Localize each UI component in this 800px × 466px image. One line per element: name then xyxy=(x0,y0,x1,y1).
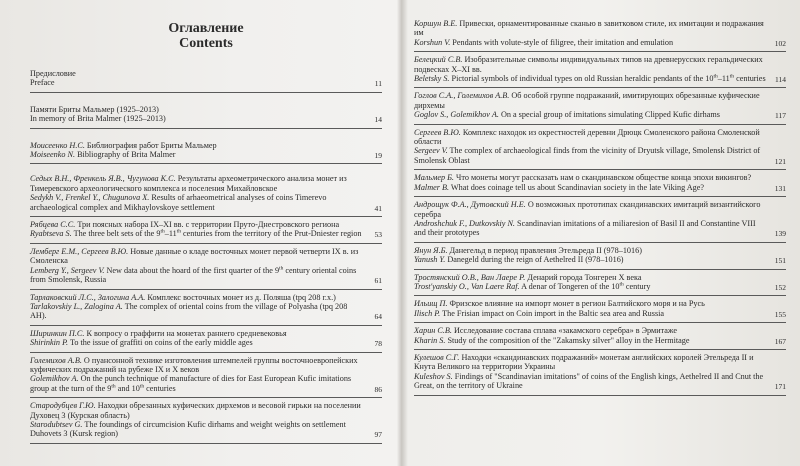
entry-text-ru: Исследование состава сплава «закамского серебра» в Эрмитаже xyxy=(451,326,678,336)
entry-text-ru: Данегельд в период правления Этельреда II (978–1016) xyxy=(447,245,642,255)
entry-author-ru: Рябцева С.С. xyxy=(30,220,76,230)
entry-text-en: New data about the hoard of the first quarter of the 9th century oriental coins from Smolensk, Russia xyxy=(30,264,357,285)
entry-title-en xyxy=(414,110,768,119)
entry-text-en: Pictorial symbols of individual types on old Russian heraldic pendants of the 10th–11th centuries xyxy=(449,73,766,84)
entry-page-number: 151 xyxy=(774,256,786,266)
toc-entry[interactable] xyxy=(30,247,382,290)
entry-text-ru: Находки обрезанных куфических дирхемов и весовой гирьки на поселении Духовец 3 (Курская область) xyxy=(30,401,361,420)
toc-entry[interactable] xyxy=(414,173,786,197)
entry-author-en: Ryabtseva S. xyxy=(30,229,72,239)
entry-text-en: Findings of "Scandinavian imitations" of coins of the English kings, Aethelred II and Cnut the Great, on the territory of Ukraine xyxy=(414,371,764,391)
right-entries xyxy=(414,19,786,396)
toc-entry[interactable] xyxy=(30,401,382,444)
entry-author-en: Goglov S., Golemikhov A. xyxy=(414,110,499,120)
entry-page-number: 53 xyxy=(374,230,382,240)
entry-page-number: 117 xyxy=(775,111,786,121)
toc-entry[interactable] xyxy=(414,200,786,243)
entry-author-ru: Ширинкин П.С. xyxy=(30,328,85,338)
entry-text-en: Scandinavian imitations of a miliaresion of Basil II and Constantine VIII and their prototypes xyxy=(414,218,756,238)
entry-author-en: Trost'yanskiy O., Van Laere Raf. xyxy=(414,281,520,291)
entry-title-en xyxy=(30,374,364,393)
entry-author-ru: Лемберг Е.М., Сергеев В.Ю. xyxy=(30,246,129,256)
entry-title-en xyxy=(30,229,364,238)
entry-page-number: 167 xyxy=(774,336,786,346)
entry-text-ru: Привески, орнаментированные сканью в завитковом стиле, их имитации и подражания им xyxy=(414,19,764,38)
entry-author-en: Beletsky S. xyxy=(414,74,450,84)
toc-entry[interactable] xyxy=(30,105,382,129)
title-en: Contents xyxy=(179,36,233,51)
entry-text-en: A denar of Tongeren of the 10th century xyxy=(519,281,651,291)
toc-entry[interactable] xyxy=(30,141,382,165)
entry-title-ru xyxy=(30,247,364,266)
toc-entry[interactable] xyxy=(414,299,786,323)
entry-text-en: Results of arhaeometrical analyses of coins Timerevo archaeological complex and Mikhaylovskoye settlement xyxy=(30,193,327,212)
toc-entry[interactable] xyxy=(414,273,786,297)
entry-author-en: Starodubtsev G. xyxy=(30,419,83,429)
entry-title-en xyxy=(30,150,364,159)
entry-author-ru: Янун Я.Б. xyxy=(414,245,448,255)
entry-author-ru: Тростянский О.В., Ван Лаере Р. xyxy=(414,272,526,282)
entry-title-en xyxy=(30,266,364,285)
entry-author-en: Lemberg Y., Sergeev V. xyxy=(30,265,105,275)
entry-text-en: The Frisian impact on Coin import in the Baltic sea area and Russia xyxy=(440,308,665,318)
entry-text-en: The foundings of circumcision Kufic dirhams and weight weights on settlement Duhovets 3 (Kursk region) xyxy=(30,419,346,439)
title-ru: Оглавление xyxy=(168,21,244,36)
entry-title-en xyxy=(414,255,768,264)
entry-title-ru xyxy=(30,69,364,78)
entry-author-ru: Мальмер Б. xyxy=(414,173,454,183)
entry-title-ru xyxy=(414,19,768,38)
entry-title-en xyxy=(414,38,768,47)
entry-text-ru: Комплекс восточных монет из д. Поляша (tpq 208 г.х.) xyxy=(145,292,336,302)
entry-text-ru: Фризское влияние на импорт монет в регион Балтийского моря и на Русь xyxy=(447,299,705,309)
entry-title-ru xyxy=(30,401,364,420)
entry-page-number: 11 xyxy=(374,79,382,89)
entry-author-ru: Големихов А.В. xyxy=(30,355,82,365)
entry-page-number: 41 xyxy=(374,203,382,213)
entry-author-ru: Моисеенко Н.С. xyxy=(30,140,85,150)
toc-entry[interactable] xyxy=(414,19,786,52)
entry-title-ru xyxy=(414,200,768,219)
toc-title xyxy=(30,21,382,51)
entry-author-ru: Тарлаковский Л.С., Залогина А.А. xyxy=(30,292,146,302)
entry-text-ru: Памяти Бриты Мальмер (1925–2013) xyxy=(30,104,159,114)
entry-page-number: 19 xyxy=(374,151,382,161)
entry-title-ru xyxy=(414,326,768,335)
toc-entry[interactable] xyxy=(30,220,382,244)
right-page xyxy=(414,0,786,466)
entry-author-en: Androshchuk F., Dutkovskiy N. xyxy=(414,218,515,228)
entry-author-ru: Гоглов С.А., Големихов А.В. xyxy=(414,91,510,101)
toc-entry[interactable] xyxy=(414,326,786,350)
entry-page-number: 171 xyxy=(774,382,786,392)
entry-text-ru: Предисловие xyxy=(30,69,76,78)
toc-entry[interactable] xyxy=(414,353,786,396)
entry-author-en: Kuleshov S. xyxy=(414,371,453,381)
entry-page-number: 131 xyxy=(774,183,786,193)
entry-title-ru xyxy=(30,141,364,150)
entry-page-number: 78 xyxy=(374,339,382,349)
entry-title-ru xyxy=(30,356,364,375)
toc-entry[interactable] xyxy=(30,356,382,399)
entry-page-number: 97 xyxy=(374,430,382,440)
entry-text-en: Bibliography of Brita Malmer xyxy=(75,150,176,160)
entry-page-number: 139 xyxy=(774,229,786,239)
entry-author-en: Yanush Y. xyxy=(414,255,446,265)
entry-title-en xyxy=(414,219,768,238)
entry-author-ru: Белецкий С.В. xyxy=(414,55,463,65)
entry-text-ru: Что монеты могут рассказать нам о скандинавском обществе конца эпохи викингов? xyxy=(453,173,752,183)
entry-author-ru: Сергеев В.Ю. xyxy=(414,127,461,137)
toc-entry[interactable] xyxy=(30,293,382,326)
entry-title-en xyxy=(30,78,364,87)
toc-entry[interactable] xyxy=(30,69,382,93)
entry-text-en: To the issue of graffiti on coins of the early middle ages xyxy=(68,338,253,348)
entry-text-ru: Находки «скандинавских подражаний» монетам английских королей Этельреда II и Кнута Великого на территории Украины xyxy=(414,352,754,372)
entry-title-en xyxy=(30,338,364,347)
entry-title-ru xyxy=(414,299,768,308)
entry-text-ru: Об особой группе подражаний, имитирующих обрезанные куфические дирхемы xyxy=(414,91,760,110)
entry-author-en: Ilisch P. xyxy=(414,308,441,318)
entry-page-number: 152 xyxy=(774,282,786,292)
entry-text-en: On a special group of imitations simulating Clipped Kufic dirhams xyxy=(498,110,720,120)
entry-author-ru: Андрощук Ф.А., Дутовский Н.Е. xyxy=(414,200,526,210)
entry-title-en xyxy=(30,302,364,321)
entry-text-ru: О пуансонной технике изготовления штемпелей группы восточноевропейских куфических подражаний на рубеже IX и X веков xyxy=(30,355,358,374)
entry-title-ru xyxy=(30,329,364,338)
entry-title-en xyxy=(414,372,768,391)
entry-title-ru xyxy=(414,128,768,147)
entry-title-ru xyxy=(414,55,768,74)
entry-title-en xyxy=(30,193,364,212)
entry-author-en: Korshun V. xyxy=(414,37,451,47)
entry-author-en: Golemikhov A. xyxy=(30,374,79,384)
entry-title-en xyxy=(414,146,768,165)
entry-page-number: 155 xyxy=(774,309,786,319)
entry-title-ru xyxy=(414,91,768,110)
entry-author-ru: Седых В.Н., Френкель Я.В., Чугунова К.С. xyxy=(30,174,176,184)
entry-title-en xyxy=(414,282,768,291)
left-page xyxy=(30,0,382,466)
entry-text-ru: О возможных прототипах скандинавских имитаций византийского серебра xyxy=(414,200,761,219)
entry-author-en: Malmer B. xyxy=(414,182,450,192)
entry-title-en xyxy=(30,114,364,123)
entry-text-ru: Результаты археометрического анализа монет из Тимеревского археологического комплекса и поселения Михайловское xyxy=(30,174,347,193)
entry-page-number: 86 xyxy=(374,384,382,394)
toc-entry[interactable] xyxy=(414,55,786,88)
entry-author-en: Moiseenko N. xyxy=(30,150,76,160)
entry-title-ru xyxy=(414,173,768,182)
entry-author-en: Shirinkin P. xyxy=(30,338,69,348)
entry-text-ru: Новые данные о кладе восточных монет первой четверти IX в. из Смоленска xyxy=(30,246,359,266)
entry-text-ru: Библиография работ Бриты Мальмер xyxy=(84,140,217,150)
entry-author-ru: Харин С.В. xyxy=(414,326,452,336)
entry-text-en: Study of the composition of the "Zakamsky silver" alloy in the Hermitage xyxy=(445,335,690,345)
entry-title-en xyxy=(414,183,768,192)
entry-title-en xyxy=(414,74,768,83)
left-entries xyxy=(30,69,382,444)
toc-entry[interactable] xyxy=(414,246,786,270)
entry-author-ru: Ильищ П. xyxy=(414,299,448,309)
entry-author-ru: Стародубцев Г.Ю. xyxy=(30,401,96,411)
toc-entry[interactable] xyxy=(30,174,382,217)
entry-text-en: On the punch technique of manufacture of dies for East European Kufic imitations group at the turn of the 9th and 10th centuries xyxy=(30,374,352,393)
toc-entry[interactable] xyxy=(414,128,786,171)
entry-text-ru: Изобразительные символы индивидуальных типов на древнерусских геральдических подвесках X–XI вв. xyxy=(414,55,763,74)
entry-title-en xyxy=(30,420,364,439)
entry-text-en: The complex of archaeological finds from the vicinity of Dryutsk village, Smolensk District of Smolensk Oblast xyxy=(414,146,761,165)
entry-author-ru: Коршун В.Е. xyxy=(414,19,458,28)
entry-author-en: Tarlakovskiy L., Zalogina A. xyxy=(30,301,123,311)
entry-title-ru xyxy=(414,273,768,282)
entry-title-en xyxy=(414,309,768,318)
entry-page-number: 114 xyxy=(775,75,786,85)
entry-title-ru xyxy=(30,105,364,114)
entry-title-ru xyxy=(414,246,768,255)
entry-text-en: Danegeld during the reign of Aethelred II (978–1016) xyxy=(445,255,624,265)
entry-title-ru xyxy=(30,174,364,193)
entry-page-number: 102 xyxy=(774,38,786,48)
entry-page-number: 61 xyxy=(374,276,382,286)
entry-title-ru xyxy=(414,353,768,372)
entry-text-ru: Три поясных набора IX–XI вв. с территории Пруто-Днестровского региона xyxy=(75,220,340,230)
entry-text-en: Preface xyxy=(30,78,55,88)
entry-author-en: Sedykh V., Frenkel Y., Chugunova X. xyxy=(30,193,150,203)
entry-author-en: Sergeev V. xyxy=(414,146,448,156)
entry-text-en: Pendants with volute-style of filigree, their imitation and emulation xyxy=(450,37,674,47)
toc-entry[interactable] xyxy=(414,91,786,124)
entry-text-en: What does coinage tell us about Scandinavian society in the late Viking Age? xyxy=(449,182,705,192)
entry-page-number: 64 xyxy=(374,312,382,322)
entry-title-en xyxy=(414,336,768,345)
entry-title-ru xyxy=(30,293,364,302)
entry-text-ru: Денарий города Тонгерен X века xyxy=(525,272,642,282)
toc-entry[interactable] xyxy=(30,329,382,353)
entry-page-number: 121 xyxy=(774,156,786,166)
entry-text-ru: К вопросу о граффити на монетах раннего средневековья xyxy=(84,328,287,338)
entry-text-en: In memory of Brita Malmer (1925–2013) xyxy=(30,114,166,124)
entry-author-ru: Кулешов С.Г. xyxy=(414,352,460,362)
entry-text-en: The three belt sets of the 9th–11th centuries from the territory of the Prut-Dniester region xyxy=(71,228,362,239)
entry-page-number: 14 xyxy=(374,115,382,125)
entry-text-en: The complex of oriental coins from the village of Polyasha (tpq 208 AH). xyxy=(30,301,348,321)
entry-author-en: Kharin S. xyxy=(414,335,446,345)
entry-text-ru: Комплекс находок из окрестностей деревни Дрюцк Смоленского района Смоленской области xyxy=(414,127,760,147)
